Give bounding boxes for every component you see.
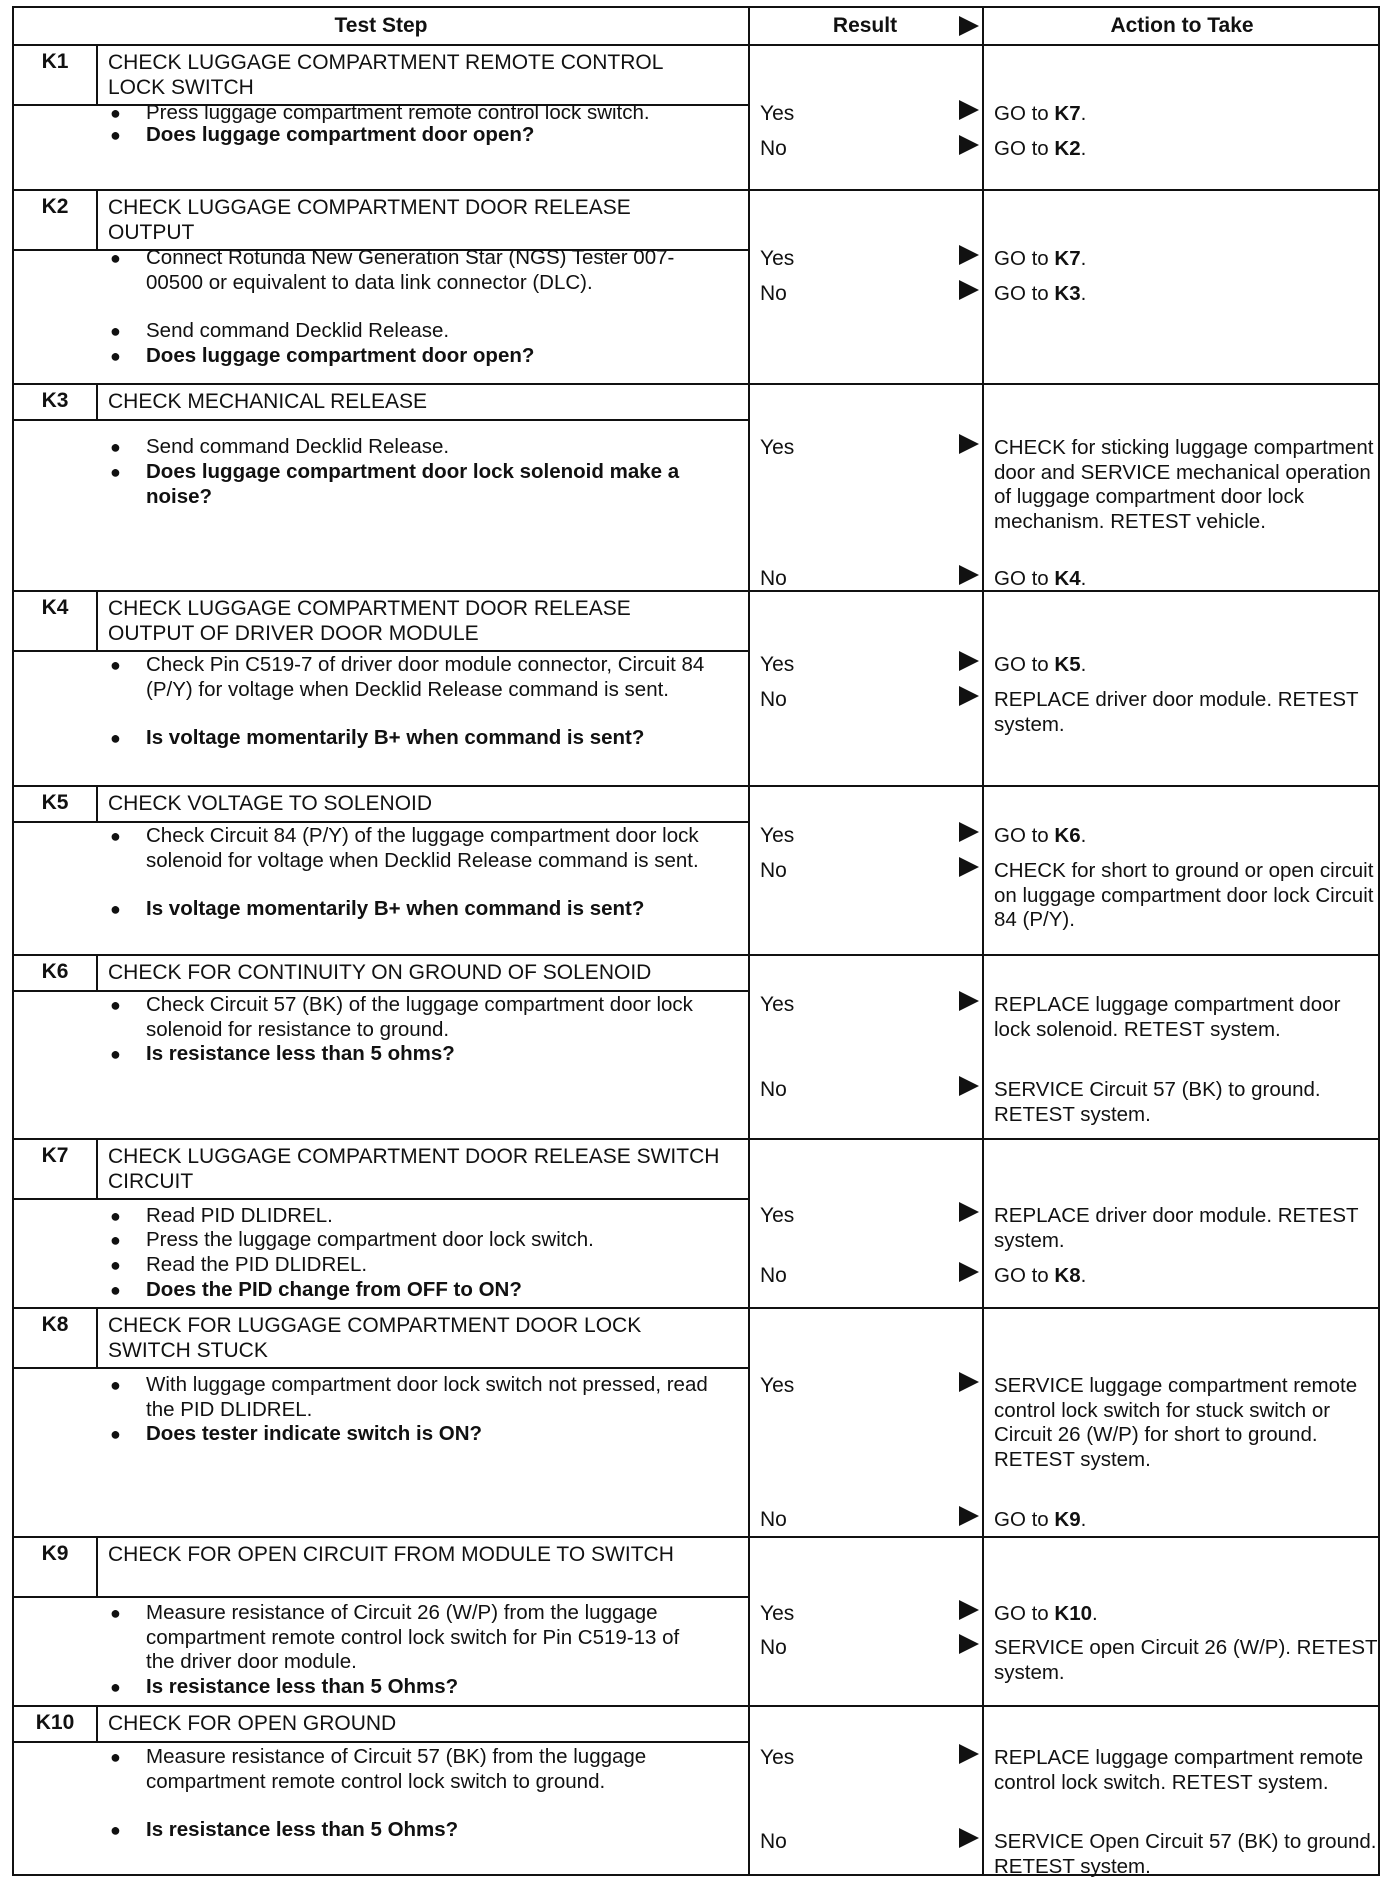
bullet-icon: ● [110, 899, 121, 919]
result-label: Yes [760, 1374, 795, 1397]
result-arrow-icon [959, 822, 979, 842]
bullet-text: With luggage compartment door lock switch not pressed, read the PID DLIDREL. [146, 1373, 708, 1421]
bullet-icon: ● [110, 1230, 121, 1250]
result-label: No [760, 1508, 787, 1531]
id-divider [96, 954, 98, 990]
action-text: GO to K7. [994, 102, 1087, 125]
result-label: Yes [760, 993, 795, 1016]
diagnostic-table [12, 6, 1380, 1876]
id-divider [96, 44, 98, 104]
title-divider [14, 1198, 748, 1200]
row-divider [14, 1536, 1378, 1538]
action-text: GO to K7. [994, 247, 1087, 270]
title-divider [14, 990, 748, 992]
title-divider [14, 1596, 748, 1598]
bullet-icon: ● [110, 655, 121, 675]
step-id: K2 [41, 195, 69, 218]
action-text: REPLACE luggage compartment remote control lock switch. RETEST system. [994, 1746, 1364, 1794]
step-id: K7 [41, 1144, 69, 1167]
bullet-icon: ● [110, 1424, 121, 1444]
id-divider [96, 1536, 98, 1596]
result-label: Yes [760, 247, 795, 270]
goto-step-ref[interactable]: K10 [1054, 1602, 1092, 1625]
goto-step-ref[interactable]: K5 [1054, 653, 1081, 676]
result-label: Yes [760, 102, 795, 125]
bullet-icon: ● [110, 125, 121, 145]
action-text: GO to K5. [994, 653, 1087, 676]
header-test-step: Test Step [334, 14, 428, 37]
goto-step-ref[interactable]: K7 [1054, 247, 1081, 270]
bullet-icon: ● [110, 728, 121, 748]
step-id: K10 [35, 1711, 75, 1734]
result-arrow-icon [959, 1372, 979, 1392]
column-divider [748, 8, 750, 1874]
bullet-icon: ● [110, 346, 121, 366]
result-label: No [760, 1830, 787, 1853]
action-text: GO to K6. [994, 824, 1087, 847]
result-arrow-icon [959, 1634, 979, 1654]
action-text: GO to K4. [994, 567, 1087, 590]
result-label: Yes [760, 653, 795, 676]
action-text: REPLACE luggage compartment door lock solenoid. RETEST system. [994, 993, 1341, 1041]
result-arrow-icon [959, 991, 979, 1011]
row-divider [14, 383, 1378, 385]
result-label: Yes [760, 436, 795, 459]
row-divider [14, 1307, 1378, 1309]
step-id: K4 [41, 596, 69, 619]
action-text: CHECK for short to ground or open circuit on luggage compartment door lock Circuit 84 (P/Y). [994, 859, 1374, 931]
result-arrow-icon [959, 245, 979, 265]
row-divider [14, 189, 1378, 191]
result-arrow-icon [959, 651, 979, 671]
result-arrow-icon [959, 565, 979, 585]
step-title: CHECK FOR OPEN CIRCUIT FROM MODULE TO SWITCH [108, 1543, 674, 1566]
result-arrow-icon [959, 1202, 979, 1222]
result-label: Yes [760, 1746, 795, 1769]
action-text: GO to K3. [994, 282, 1087, 305]
bullet-text: Check Circuit 57 (BK) of the luggage compartment door lock solenoid for resistance to ground. [146, 993, 693, 1041]
result-arrow-icon [959, 280, 979, 300]
result-arrow-icon [959, 1262, 979, 1282]
bullet-text: Measure resistance of Circuit 57 (BK) from the luggage compartment remote control lock switch to ground. [146, 1745, 647, 1793]
bullet-icon: ● [110, 826, 121, 846]
step-id: K3 [41, 389, 69, 412]
bullet-text: Read the PID DLIDREL. [146, 1253, 368, 1276]
bullet-text: Measure resistance of Circuit 26 (W/P) from the luggage compartment remote control lock switch for Pin C519-13 of the driver door module. [146, 1601, 680, 1673]
result-label: No [760, 1264, 787, 1287]
action-text: GO to K9. [994, 1508, 1087, 1531]
bullet-icon: ● [110, 1375, 121, 1395]
goto-step-ref[interactable]: K3 [1054, 282, 1081, 305]
bullet-icon: ● [110, 1747, 121, 1767]
result-arrow-icon [959, 1506, 979, 1526]
bullet-icon: ● [110, 248, 121, 268]
title-divider [14, 1741, 748, 1743]
step-title: CHECK VOLTAGE TO SOLENOID [108, 792, 433, 815]
goto-step-ref[interactable]: K8 [1054, 1264, 1081, 1287]
goto-step-ref[interactable]: K6 [1054, 824, 1081, 847]
row-divider [14, 590, 1378, 592]
result-label: Yes [760, 824, 795, 847]
bullet-text: Is resistance less than 5 ohms? [146, 1042, 455, 1065]
header-divider [14, 44, 1378, 46]
step-title: CHECK FOR OPEN GROUND [108, 1712, 397, 1735]
result-arrow-icon [959, 857, 979, 877]
step-id: K9 [41, 1542, 69, 1565]
bullet-icon: ● [110, 1820, 121, 1840]
action-text: GO to K8. [994, 1264, 1087, 1287]
result-label: Yes [760, 1204, 795, 1227]
action-text: REPLACE driver door module. RETEST system. [994, 1204, 1359, 1252]
bullet-icon: ● [110, 321, 121, 341]
bullet-text: Is voltage momentarily B+ when command is sent? [146, 726, 645, 749]
bullet-text: Is resistance less than 5 Ohms? [146, 1675, 459, 1698]
bullet-text: Is voltage momentarily B+ when command is sent? [146, 897, 645, 920]
bullet-icon: ● [110, 462, 121, 482]
id-divider [96, 189, 98, 249]
title-divider [14, 419, 748, 421]
result-arrow-icon [959, 16, 979, 36]
bullet-icon: ● [110, 437, 121, 457]
result-label: No [760, 137, 787, 160]
header-action: Action to Take [1110, 14, 1254, 37]
id-divider [96, 1705, 98, 1741]
result-arrow-icon [959, 1744, 979, 1764]
action-text: SERVICE Circuit 57 (BK) to ground. RETEST system. [994, 1078, 1321, 1126]
row-divider [14, 954, 1378, 956]
bullet-text: Connect Rotunda New Generation Star (NGS) Tester 007-00500 or equivalent to data link connector (DLC). [146, 246, 675, 294]
bullet-text: Check Circuit 84 (P/Y) of the luggage compartment door lock solenoid for voltage when Decklid Release command is sent. [146, 824, 699, 872]
result-arrow-icon [959, 434, 979, 454]
bullet-icon: ● [110, 1255, 121, 1275]
action-text: SERVICE open Circuit 26 (W/P). RETEST system. [994, 1636, 1378, 1684]
bullet-text: Press the luggage compartment door lock switch. [146, 1228, 594, 1251]
action-text: CHECK for sticking luggage compartment door and SERVICE mechanical operation of luggage compartment door lock mechanism. RETEST vehicle. [994, 436, 1374, 533]
goto-step-ref[interactable]: K2 [1054, 137, 1081, 160]
bullet-text: Is resistance less than 5 Ohms? [146, 1818, 459, 1841]
step-title: CHECK LUGGAGE COMPARTMENT REMOTE CONTROL LOCK SWITCH [108, 51, 663, 99]
result-label: No [760, 1078, 787, 1101]
bullet-text: Does the PID change from OFF to ON? [146, 1278, 522, 1301]
result-label: No [760, 859, 787, 882]
id-divider [96, 1307, 98, 1367]
bullet-icon: ● [110, 1044, 121, 1064]
bullet-text: Read PID DLIDREL. [146, 1204, 333, 1227]
action-text: SERVICE Open Circuit 57 (BK) to ground. RETEST system. [994, 1830, 1377, 1878]
id-divider [96, 785, 98, 821]
bullet-icon: ● [110, 103, 121, 123]
action-text: GO to K2. [994, 137, 1087, 160]
action-text: SERVICE luggage compartment remote control lock switch for stuck switch or Circuit 26 (W/P) for short to ground. RETEST system. [994, 1374, 1358, 1471]
bullet-text: Check Pin C519-7 of driver door module connector, Circuit 84 (P/Y) for voltage when Decklid Release command is sent. [146, 653, 705, 701]
id-divider [96, 1138, 98, 1198]
result-arrow-icon [959, 135, 979, 155]
result-arrow-icon [959, 1600, 979, 1620]
header-result: Result [832, 14, 898, 37]
bullet-text: Does luggage compartment door open? [146, 123, 535, 146]
step-title: CHECK FOR LUGGAGE COMPARTMENT DOOR LOCK SWITCH STUCK [108, 1314, 642, 1362]
bullet-icon: ● [110, 1603, 121, 1623]
goto-step-ref[interactable]: K7 [1054, 102, 1081, 125]
step-title: CHECK LUGGAGE COMPARTMENT DOOR RELEASE OUTPUT OF DRIVER DOOR MODULE [108, 597, 631, 645]
result-arrow-icon [959, 100, 979, 120]
bullet-text: Does luggage compartment door open? [146, 344, 535, 367]
row-divider [14, 1138, 1378, 1140]
result-label: No [760, 688, 787, 711]
result-arrow-icon [959, 1076, 979, 1096]
title-divider [14, 650, 748, 652]
step-title: CHECK FOR CONTINUITY ON GROUND OF SOLENOID [108, 961, 652, 984]
result-label: No [760, 1636, 787, 1659]
bullet-icon: ● [110, 995, 121, 1015]
action-text: GO to K10. [994, 1602, 1098, 1625]
bullet-text: Send command Decklid Release. [146, 435, 450, 458]
result-label: Yes [760, 1602, 795, 1625]
bullet-text: Does luggage compartment door lock solenoid make a noise? [146, 460, 680, 508]
bullet-text: Press luggage compartment remote control lock switch. [146, 101, 650, 124]
title-divider [14, 821, 748, 823]
row-divider [14, 1705, 1378, 1707]
step-title: CHECK LUGGAGE COMPARTMENT DOOR RELEASE OUTPUT [108, 196, 631, 244]
bullet-text: Does tester indicate switch is ON? [146, 1422, 483, 1445]
column-divider [982, 8, 984, 1874]
step-id: K6 [41, 960, 69, 983]
result-label: No [760, 282, 787, 305]
bullet-icon: ● [110, 1677, 121, 1697]
bullet-icon: ● [110, 1280, 121, 1300]
bullet-icon: ● [110, 1206, 121, 1226]
title-divider [14, 1367, 748, 1369]
bullet-text: Send command Decklid Release. [146, 319, 450, 342]
goto-step-ref[interactable]: K4 [1054, 567, 1081, 590]
id-divider [96, 590, 98, 650]
row-divider [14, 785, 1378, 787]
result-arrow-icon [959, 1828, 979, 1848]
result-label: No [760, 567, 787, 590]
id-divider [96, 383, 98, 419]
step-title: CHECK LUGGAGE COMPARTMENT DOOR RELEASE SWITCH CIRCUIT [108, 1145, 720, 1193]
step-id: K5 [41, 791, 69, 814]
step-id: K8 [41, 1313, 69, 1336]
action-text: REPLACE driver door module. RETEST system. [994, 688, 1359, 736]
goto-step-ref[interactable]: K9 [1054, 1508, 1081, 1531]
step-title: CHECK MECHANICAL RELEASE [108, 390, 427, 413]
result-arrow-icon [959, 686, 979, 706]
step-id: K1 [41, 50, 69, 73]
